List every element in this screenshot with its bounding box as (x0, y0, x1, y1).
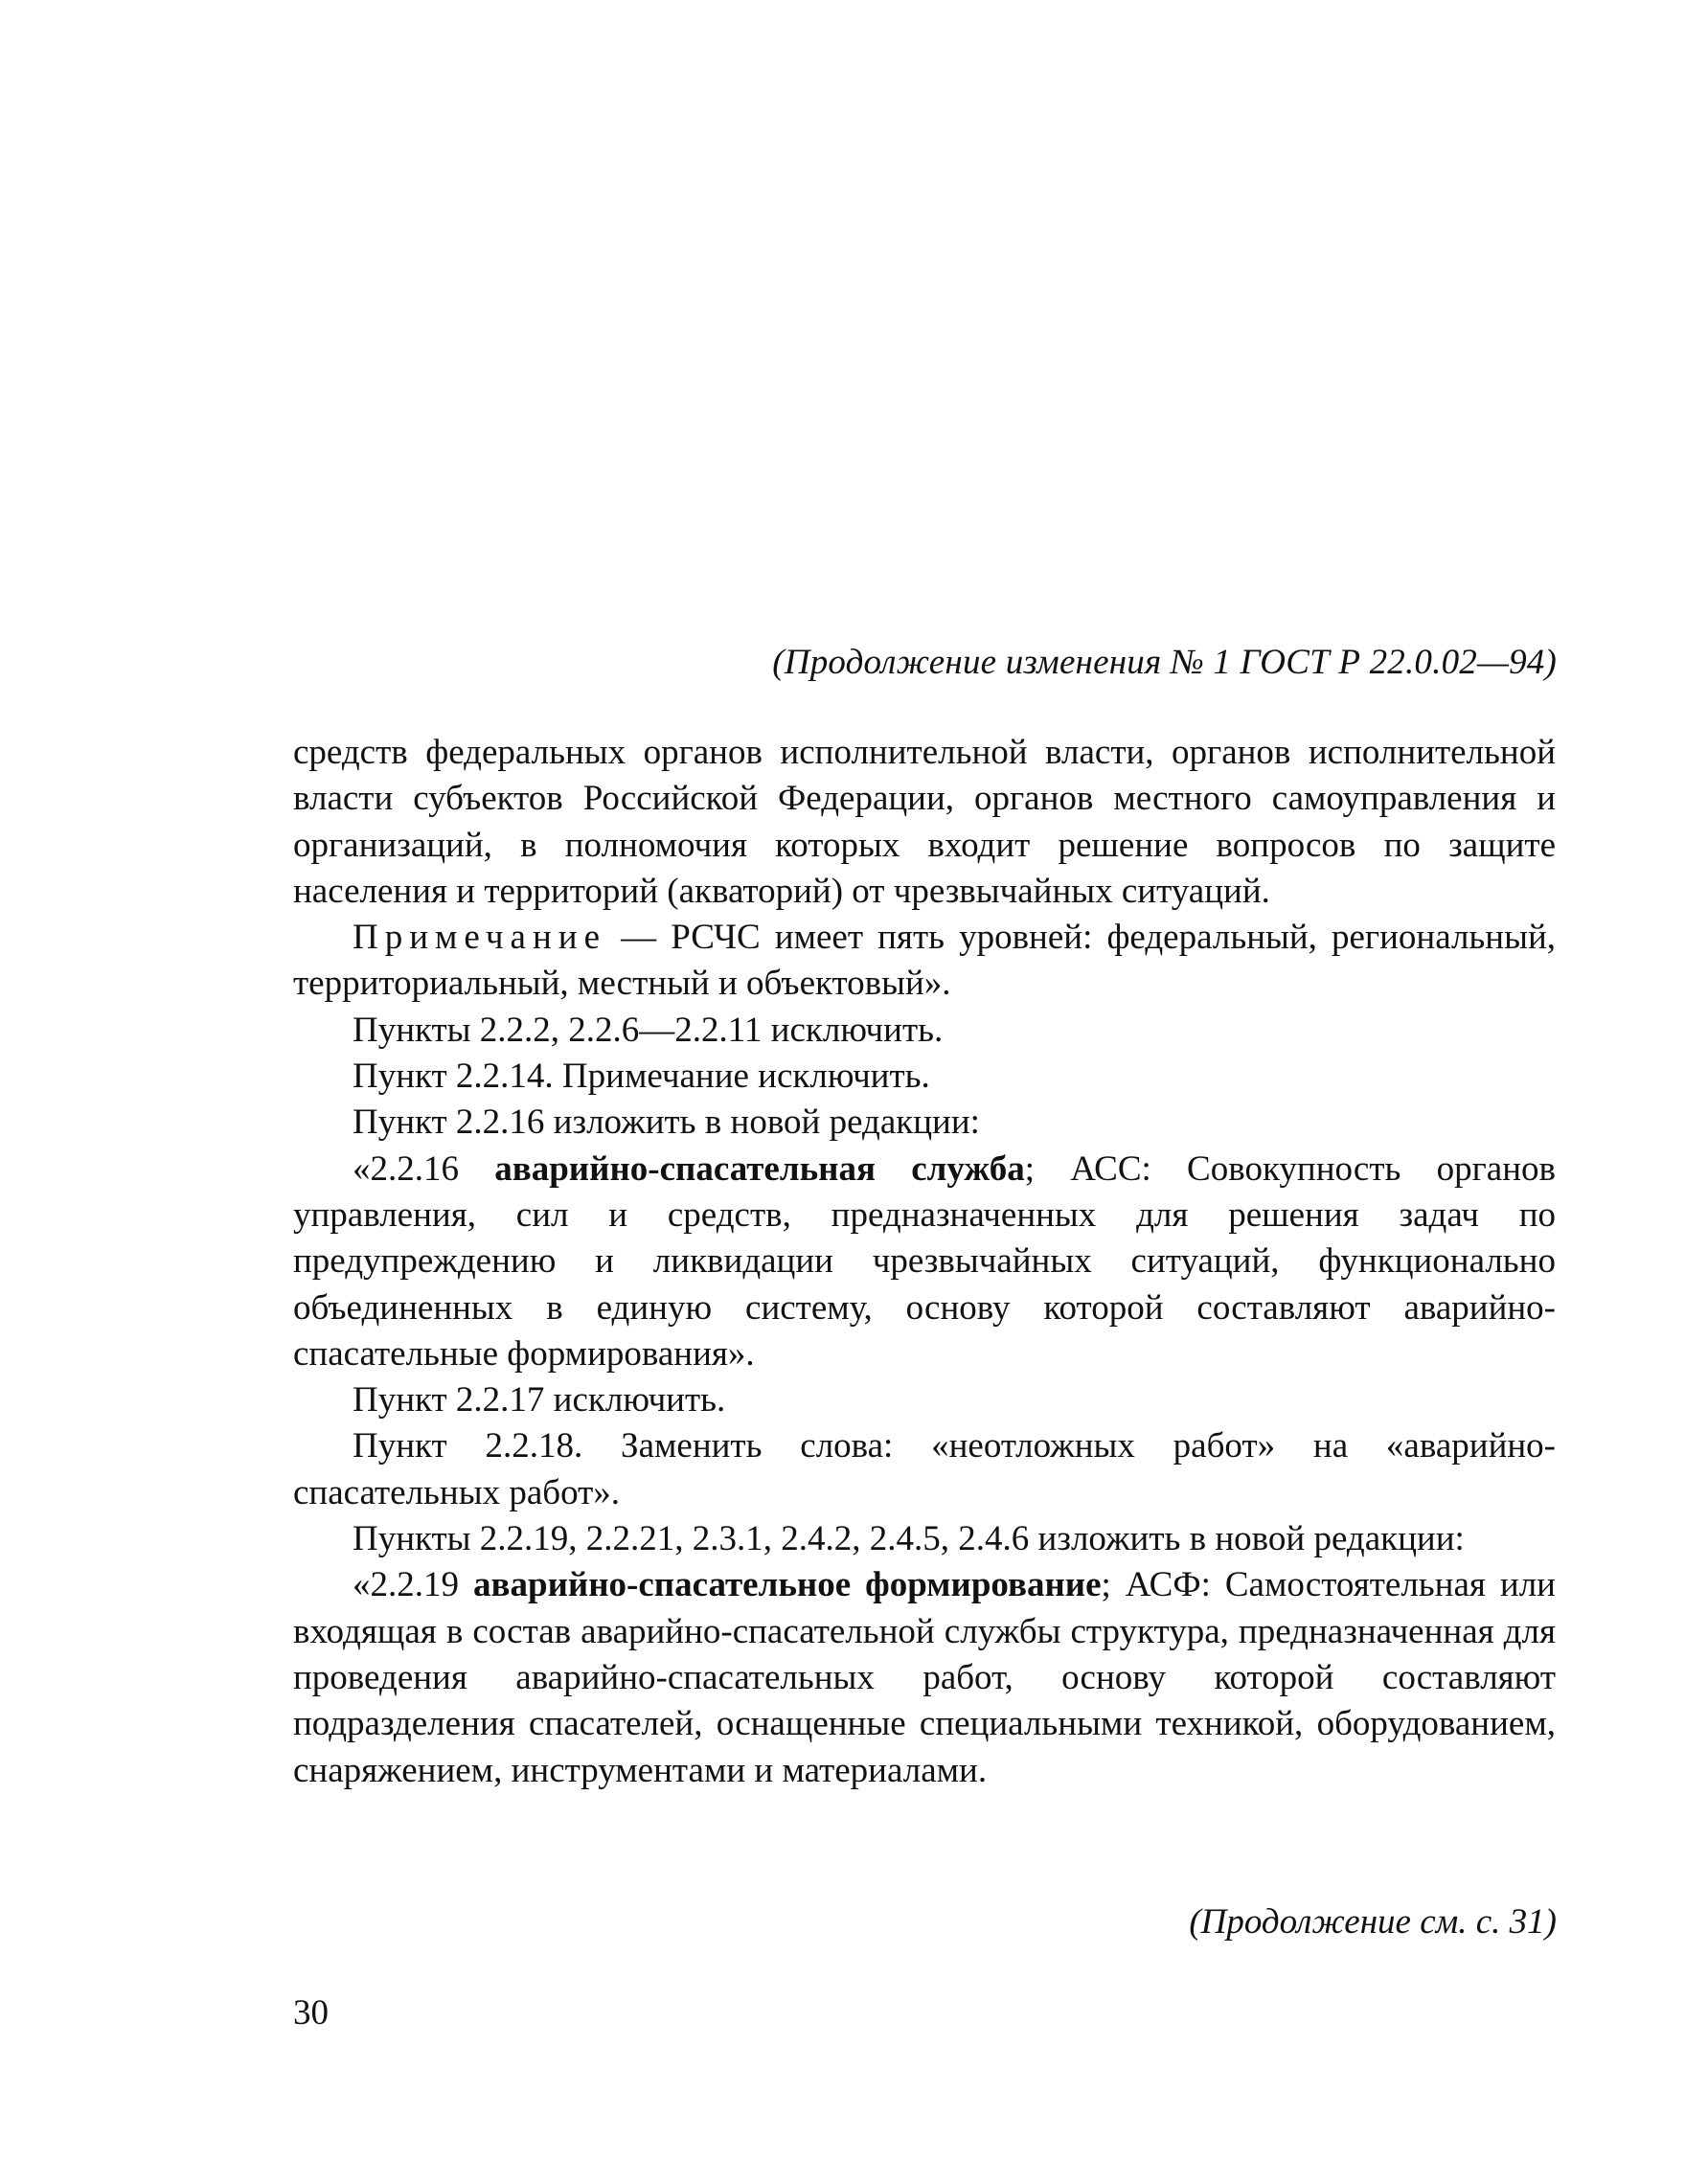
paragraph-point-2-2-16: Пункт 2.2.16 изложить в новой редакции: (353, 1102, 980, 1143)
paragraph-exclude-points: Пункты 2.2.2, 2.2.6—2.2.11 исключить. (353, 1010, 944, 1050)
definition-number: «2.2.16 (353, 1148, 495, 1189)
paragraph-continuation: средств федеральных органов исполнительной власти, органов исполнительной власти субъектов Российской Федерации, органов местного самоуправления и организаций, в полномочия которых входит решение вопросов по защите населения и территорий (акваторий) от чрезвычайных ситуаций. (293, 733, 1556, 911)
paragraph-note (293, 915, 1556, 1008)
note-text: — РСЧС имеет пять уровней: федеральный, региональный, территориальный, местный и объектовый». (293, 918, 1556, 1004)
paragraph-point-2-2-17: Пункт 2.2.17 исключить. (353, 1380, 726, 1420)
running-head: (Продолжение изменения № 1 ГОСТ Р 22.0.02—94) (772, 643, 1557, 682)
paragraph-definition-acc (293, 1147, 1556, 1377)
paragraph-point-2-2-18: Пункт 2.2.18. Заменить слова: «неотложных работ» на «аварийно-спасательных работ». (293, 1426, 1556, 1512)
body-text (293, 730, 1556, 1794)
definition-text: ; АСС: Совокупность органов управления, сил и средств, предназначенных для решения задач по предупреждению и ликвидации чрезвычайных ситуаций, функционально объединенных в единую систему, основу которой составляют аварийно-спасательные формирования». (293, 1148, 1556, 1374)
definition-term: аварийно-спасательное формирование (473, 1565, 1102, 1605)
paragraph-new-edition: Пункты 2.2.19, 2.2.21, 2.3.1, 2.4.2, 2.4.5, 2.4.6 изложить в новой редакции: (353, 1519, 1465, 1559)
note-label: Примечание (353, 918, 606, 958)
definition-number: «2.2.19 (353, 1565, 474, 1605)
paragraph-definition-asf (293, 1562, 1556, 1793)
continued-note: (Продолжение см. с. 31) (1189, 1902, 1557, 1942)
definition-term: аварийно-спасательная служба (494, 1148, 1025, 1189)
page-number: 30 (293, 1993, 329, 2033)
paragraph-point-2-2-14: Пункт 2.2.14. Примечание исключить. (353, 1057, 930, 1097)
definition-text: ; АСФ: Самостоятельная или входящая в состав аварийно-спасательной службы структура, предназначенная для проведения аварийно-спасательных работ, основу которой составляют подразделения спасателей, оснащенные специальными техникой, оборудованием, снаряжением, инструментами и материалами. (293, 1565, 1556, 1790)
